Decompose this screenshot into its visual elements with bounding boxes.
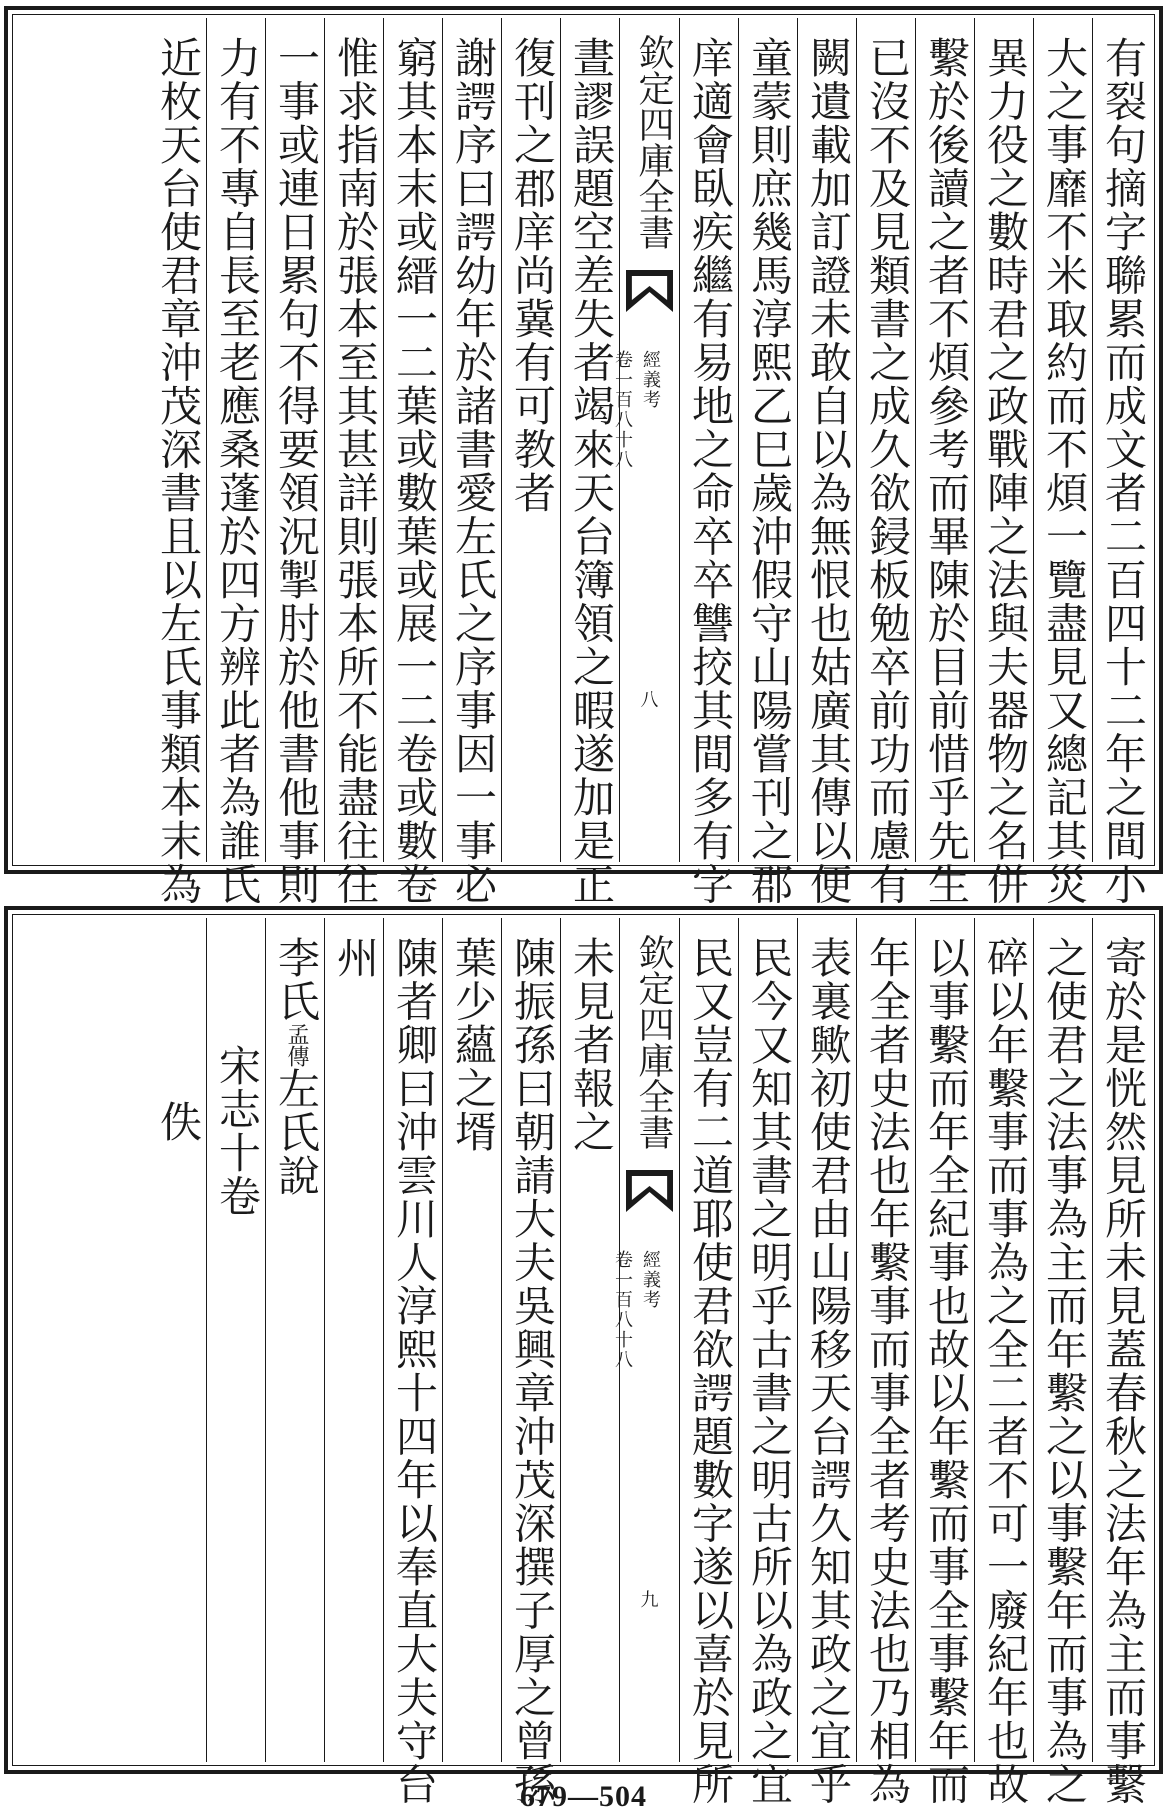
fish-tail-icon bbox=[626, 270, 673, 312]
text-column: 庠適會臥疾繼有易地之命卒卒讐挍其間多有字 bbox=[679, 18, 738, 862]
text-column: 窮其本末或縉一二葉或數葉或展一二卷或數卷 bbox=[383, 18, 442, 862]
center-fold bbox=[612, 918, 679, 1762]
page-footer: 679—504 bbox=[520, 1780, 647, 1813]
text-column: 力有不專自長至老應桑蓬於四方辨此者為誰氏 bbox=[206, 18, 265, 862]
center-info bbox=[609, 350, 663, 470]
fish-tail-icon bbox=[626, 1170, 673, 1212]
folio-number: 八 bbox=[640, 690, 659, 711]
text-column: 謝諤序曰諤幼年於諸書愛左氏之序事因一事必 bbox=[442, 18, 501, 862]
text-column: 近枚天台使君章沖茂深書且以左氏事類本末為 bbox=[154, 36, 203, 906]
entry-author: 李氏 bbox=[272, 936, 321, 1023]
center-info bbox=[609, 1250, 663, 1370]
volume-label: 卷一百八十八 bbox=[612, 1250, 633, 1370]
text-column bbox=[265, 918, 324, 1762]
text-column: 陳者卿曰沖雲川人淳熙十四年以奉直大夫守台 bbox=[383, 918, 442, 1762]
text-column: 州 bbox=[324, 918, 383, 1762]
text-column: 以事繫而年全紀事也故以年繫而事全事繫年而 bbox=[915, 918, 974, 1762]
text-column: 民今又知其書之明乎古書之明古所以為政之宜 bbox=[738, 918, 797, 1762]
text-column: 宋志十卷 bbox=[206, 918, 265, 1762]
text-column: 已沒不及見類書之成久欲鋟板勉卒前功而慮有 bbox=[856, 18, 915, 862]
text-column: 佚 bbox=[154, 1100, 203, 1144]
columns bbox=[16, 18, 1151, 906]
text-column: 有裂句摘字聯累而成文者二百四十二年之間小 bbox=[1092, 18, 1151, 862]
book-title: 經義考 bbox=[640, 350, 661, 410]
text-column: 闕遺載加訂證未敢自以為無恨也姑廣其傳以便 bbox=[797, 18, 856, 862]
page-top bbox=[4, 6, 1163, 906]
entry-title: 左氏說 bbox=[272, 1067, 321, 1198]
folio-number: 九 bbox=[640, 1590, 659, 1611]
text-column: 陳振孫曰朝請大夫吳興章沖茂深撰子厚之曾孫 bbox=[501, 918, 560, 1762]
center-title: 欽定四庫全書 bbox=[633, 934, 674, 1150]
text-column: 表裏歟初使君由山陽移天台諤久知其政之宜乎 bbox=[797, 918, 856, 1762]
text-column: 未見者報之 bbox=[560, 918, 619, 1762]
text-column: 惟求指南於張本至其甚詳則張本所不能盡往往 bbox=[324, 18, 383, 862]
text-column: 之使君之法事為主而年繫之以事繫年而事為之 bbox=[1033, 918, 1092, 1762]
text-column: 大之事靡不米取約而不煩一覽盡見又總記其災 bbox=[1033, 18, 1092, 862]
center-fold bbox=[612, 18, 679, 862]
text-column: 葉少蘊之壻 bbox=[442, 918, 501, 1762]
text-column: 童蒙則庶幾馬淳熙乙巳歲沖假守山陽嘗刊之郡 bbox=[738, 18, 797, 862]
text-column: 晝謬誤題空差失者竭來天台簿領之暇遂加是正 bbox=[560, 18, 619, 862]
author-note: 孟傳 bbox=[284, 1023, 309, 1067]
book-title: 經義考 bbox=[640, 1250, 661, 1310]
text-column: 年全者史法也年繫事而事全者考史法也乃相為 bbox=[856, 918, 915, 1762]
text-column: 復刊之郡庠尚冀有可教者 bbox=[501, 18, 560, 862]
text-column: 異力役之數時君之政戰陣之法與夫器物之名併 bbox=[974, 18, 1033, 862]
center-title: 欽定四庫全書 bbox=[633, 34, 674, 250]
text-column: 繫於後讀之者不煩參考而畢陳於目前惜乎先生 bbox=[915, 18, 974, 862]
text-column: 民又豈有二道耶使君欲諤題數字遂以喜於見所 bbox=[679, 918, 738, 1762]
text-column: 寄於是恍然見所未見蓋春秋之法年為主而事繫 bbox=[1092, 918, 1151, 1762]
text-column: 碎以年繫事而事為之全二者不可一廢紀年也故 bbox=[974, 918, 1033, 1762]
text-column: 一事或連日累句不得要領況掣肘於他書他事則 bbox=[265, 18, 324, 862]
volume-label: 卷一百八十八 bbox=[612, 350, 633, 470]
